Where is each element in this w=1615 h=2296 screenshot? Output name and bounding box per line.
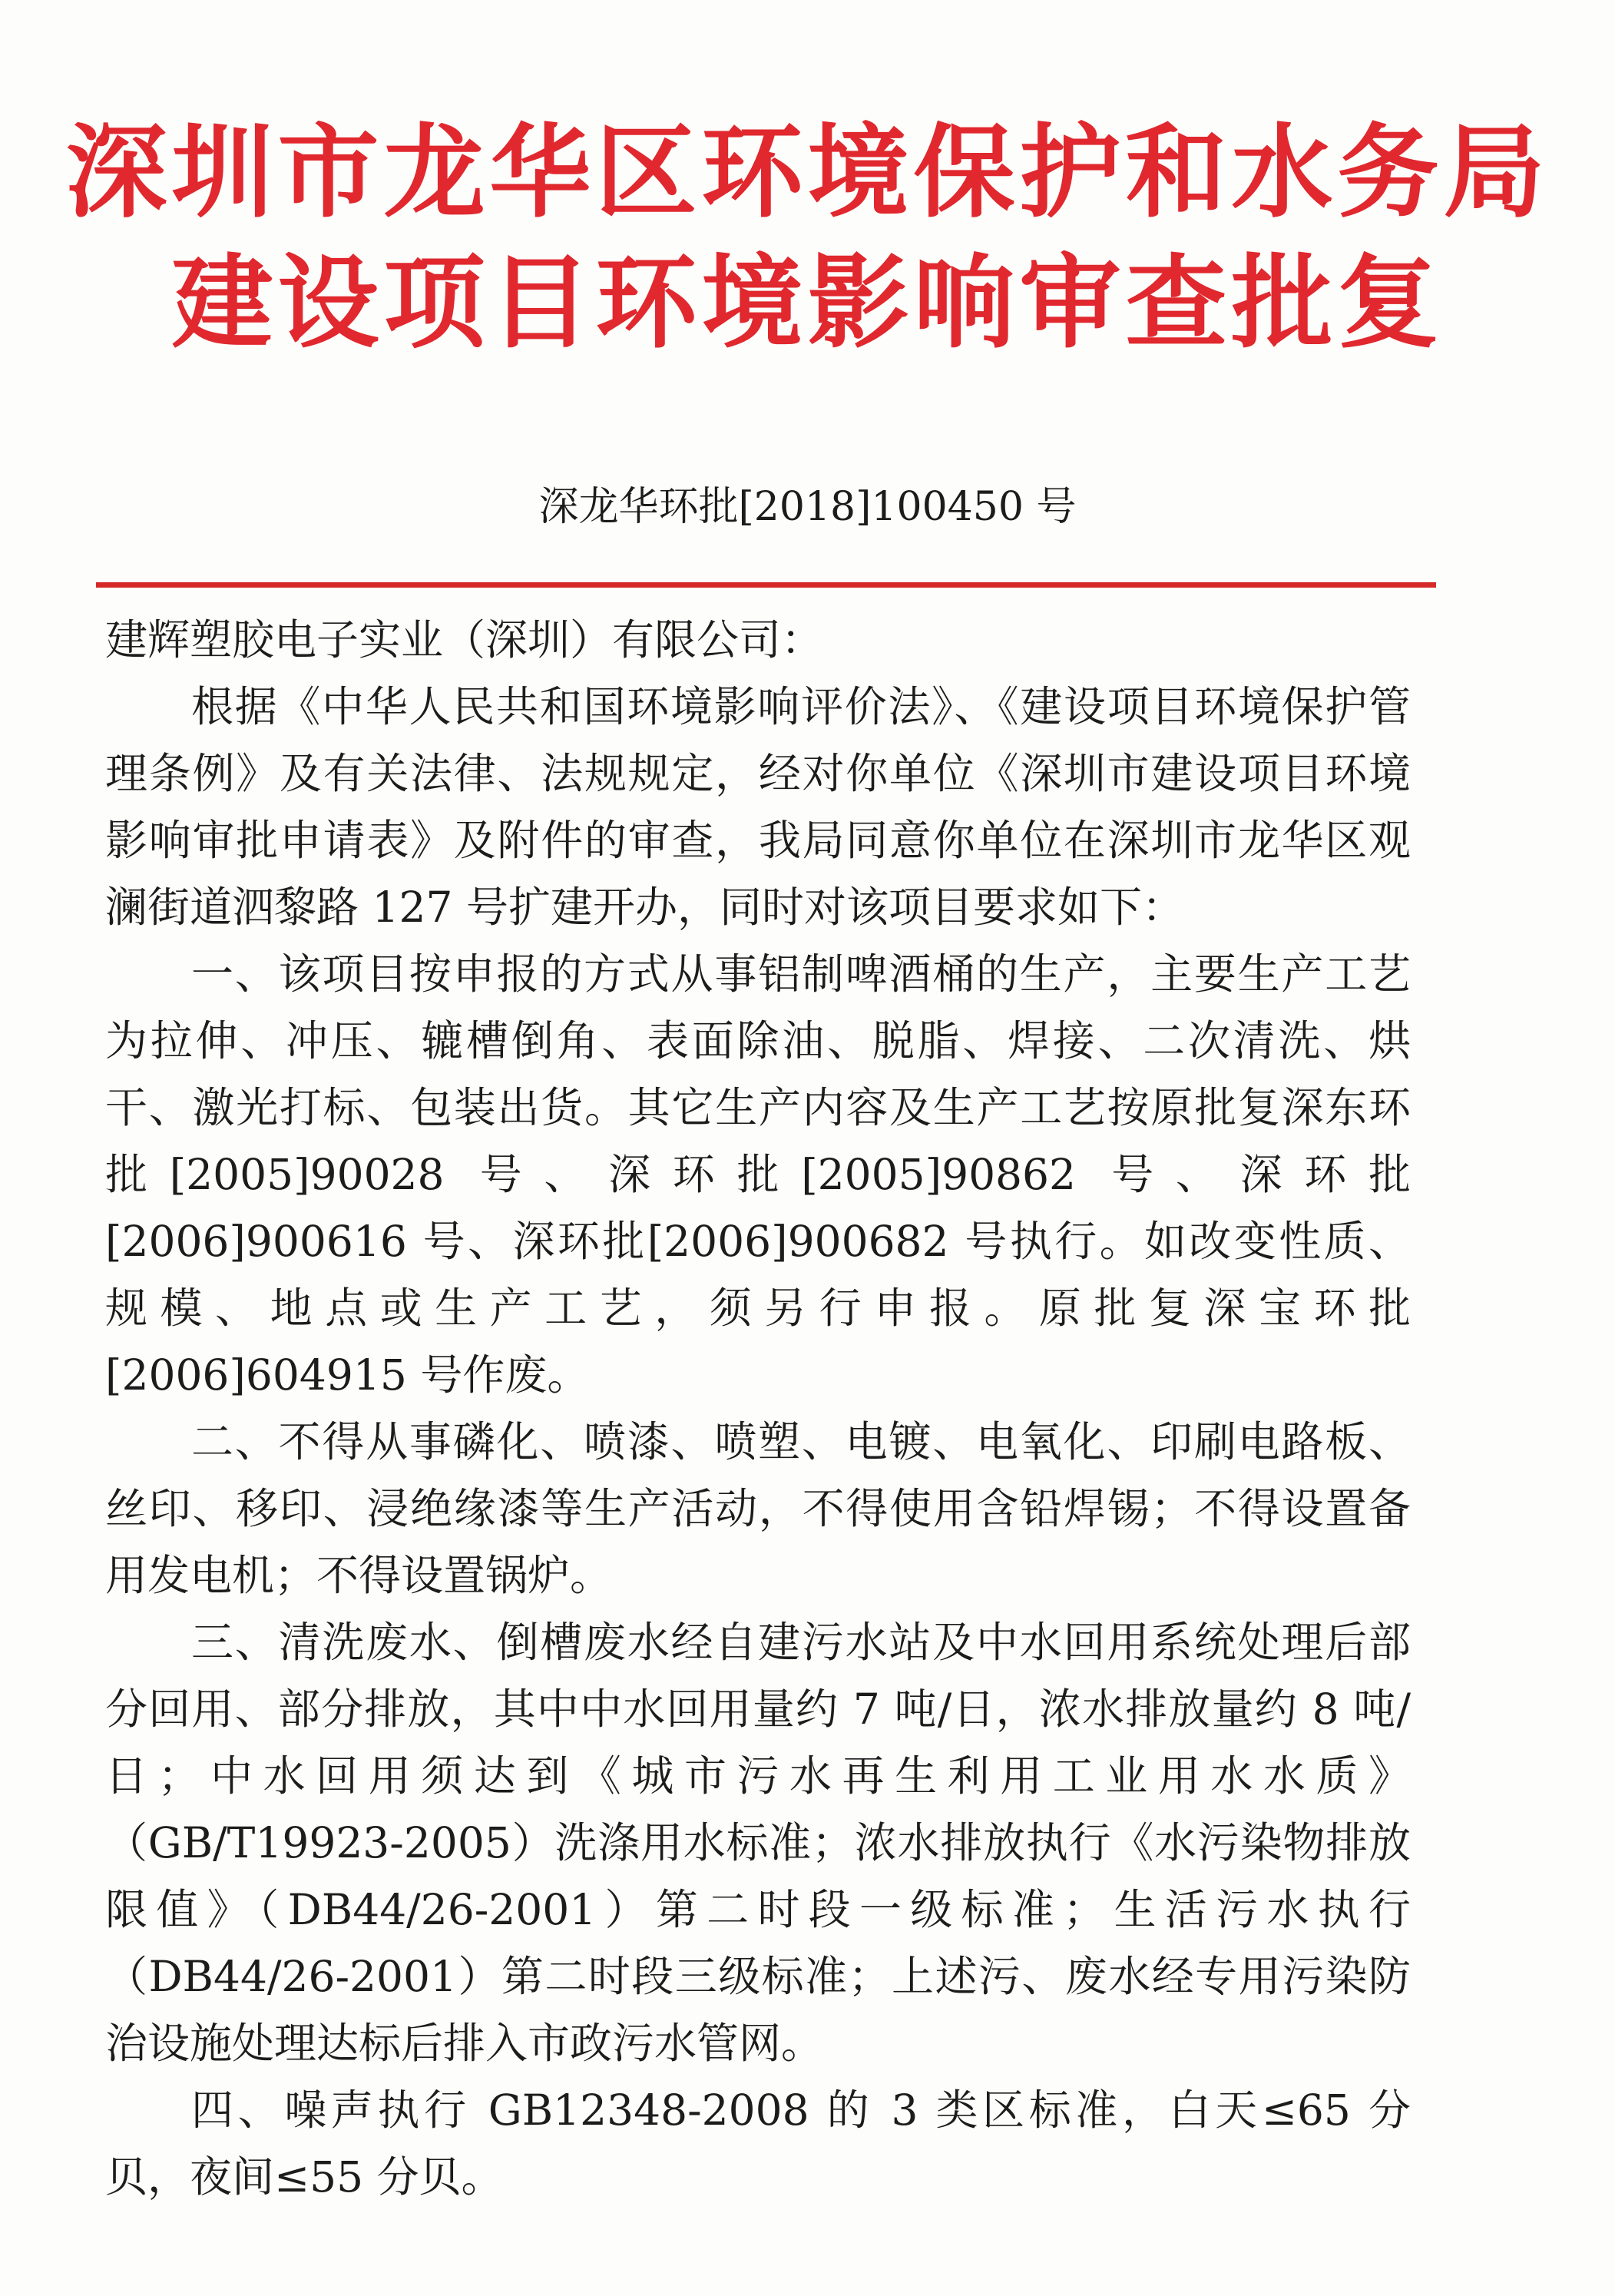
document-header	[0, 108, 1615, 369]
paragraph-item-4: 四、噪声执行 GB12348-2008 的 3 类区标准，白天≤65 分贝，夜间≤55 分贝。	[105, 2086, 1411, 2202]
addressee: 建辉塑胶电子实业（深圳）有限公司：	[105, 615, 824, 664]
paragraph-intro: 根据《中华人民共和国环境影响评价法》、《建设项目环境保护管理条例》及有关法律、法规规定，经对你单位《深圳市建设项目环境影响审批申请表》及附件的审查，我局同意你单位在深圳市龙华区观澜街道泗黎路 127 号扩建开办，同时对该项目要求如下：	[105, 682, 1411, 932]
issuer-title: 深圳市龙华区环境保护和水务局	[65, 113, 1550, 232]
document-body	[105, 607, 1411, 2211]
paragraph-item-2: 二、不得从事磷化、喷漆、喷塑、电镀、电氧化、印刷电路板、丝印、移印、浸绝缘漆等生产活动，不得使用含铅焊锡；不得设置备用发电机；不得设置锅炉。	[105, 1417, 1411, 1600]
paragraph-item-3: 三、清洗废水、倒槽废水经自建污水站及中水回用系统处理后部分回用、部分排放，其中中水回用量约 7 吨/日，浓水排放量约 8 吨/日；中水回用须达到《城市污水再生利用工业用水水质》（GB/T19923-2005）洗涤用水标准；浓水排放执行《水污染物排放限值》（DB44/26-2001）第二时段一级标准；生活污水执行（DB44/26-2001）第二时段三级标准；上述污、废水经专用污染防治设施处理达标后排入市政污水管网。	[105, 1618, 1411, 2068]
document-title: 建设项目环境影响审查批复	[171, 244, 1444, 363]
document-number: 深龙华环批[2018]100450 号	[538, 484, 1077, 530]
paragraph-item-1: 一、该项目按申报的方式从事铝制啤酒桶的生产，主要生产工艺为拉伸、冲压、辘槽倒角、表面除油、脱脂、焊接、二次清洗、烘干、激光打标、包装出货。其它生产内容及生产工艺按原批复深东环批[2005]90028 号、深环批[2005]90862 号、深环批[2006]900616 号、深环批[2006]900682 号执行。如改变性质、规模、地点或生产工艺，须另行申报。原批复深宝环批[2006]604915 号作废。	[105, 949, 1411, 1400]
red-divider	[96, 582, 1436, 588]
